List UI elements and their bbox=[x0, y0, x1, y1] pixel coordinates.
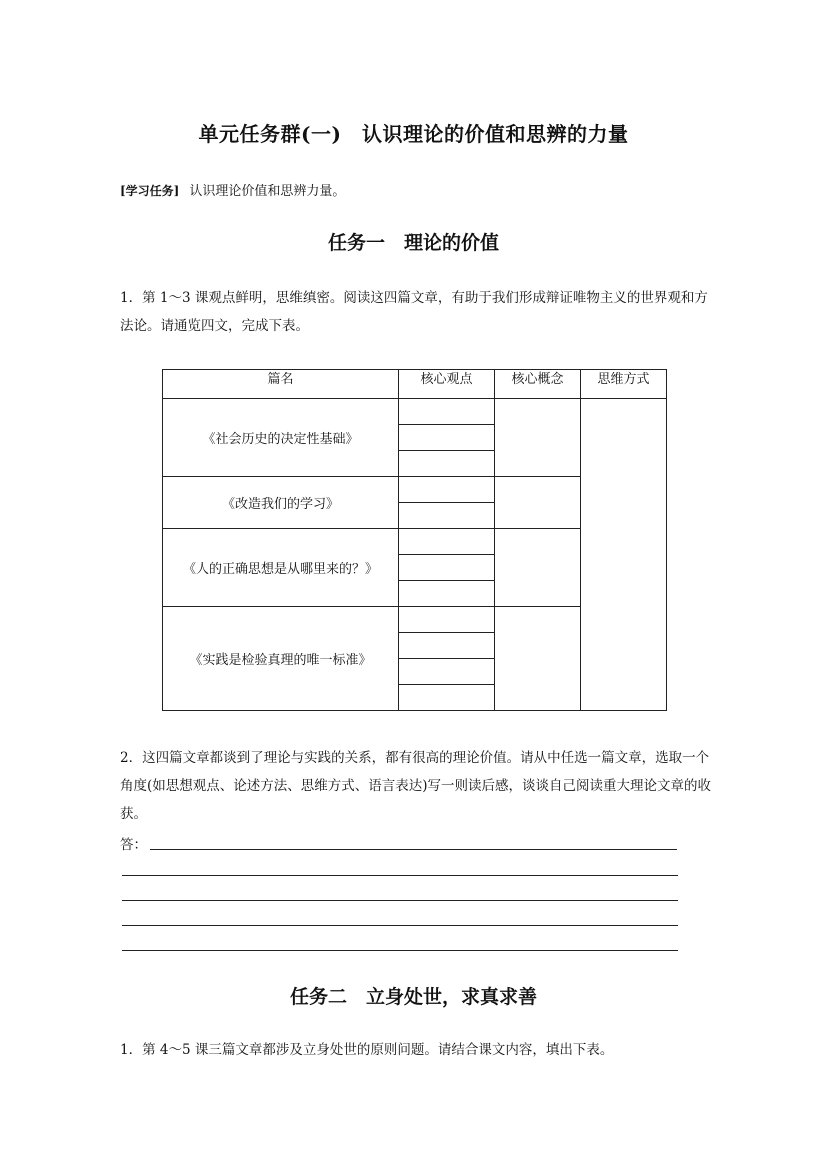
table-row bbox=[163, 399, 667, 425]
answer-line[interactable] bbox=[122, 950, 678, 951]
learning-task-text: 认识理论价值和思辨力量。 bbox=[189, 184, 346, 199]
core-concept-cell[interactable] bbox=[495, 529, 581, 607]
learning-task bbox=[120, 180, 345, 199]
answer-label: 答： bbox=[120, 837, 147, 853]
core-concept-cell[interactable] bbox=[495, 477, 581, 529]
core-view-cell[interactable] bbox=[399, 633, 495, 659]
answer-line[interactable] bbox=[122, 925, 678, 926]
thinking-method-cell[interactable] bbox=[581, 399, 667, 711]
core-view-cell[interactable] bbox=[399, 399, 495, 425]
core-concept-cell[interactable] bbox=[495, 399, 581, 477]
table-header-cell: 篇名 bbox=[163, 370, 399, 399]
page-title: 单元任务群(一) 认识理论的价值和思辨的力量 bbox=[198, 122, 629, 146]
core-view-cell[interactable] bbox=[399, 425, 495, 451]
article-title-cell: 《实践是检验真理的唯一标准》 bbox=[163, 607, 399, 711]
core-view-cell[interactable] bbox=[399, 607, 495, 633]
core-view-cell[interactable] bbox=[399, 685, 495, 711]
answer-line[interactable] bbox=[122, 875, 678, 876]
summary-table bbox=[162, 369, 667, 711]
learning-task-tag: [学习任务] bbox=[120, 184, 180, 198]
section1-question-1: 1．第 1～3 课观点鲜明，思维缜密。阅读这四篇文章，有助于我们形成辩证唯物主义的世界观和方法论。请通览四文，完成下表。 bbox=[120, 290, 708, 334]
table-header-cell: 核心观点 bbox=[399, 370, 495, 399]
table-header-cell: 思维方式 bbox=[581, 370, 667, 399]
answer-line[interactable] bbox=[122, 900, 678, 901]
table-header-cell: 核心概念 bbox=[495, 370, 581, 399]
core-view-cell[interactable] bbox=[399, 659, 495, 685]
core-view-cell[interactable] bbox=[399, 529, 495, 555]
section1-question-2: 2．这四篇文章都谈到了理论与实践的关系，都有很高的理论价值。请从中任选一篇文章，选取一个角度(如思想观点、论述方法、思维方式、语言表达)写一则读后感，谈谈自己阅读重大理论文章的收获。 bbox=[120, 750, 712, 822]
section1-heading: 任务一 理论的价值 bbox=[327, 232, 499, 254]
article-title-cell: 《人的正确思想是从哪里来的？》 bbox=[163, 529, 399, 607]
section2-heading: 任务二 立身处世，求真求善 bbox=[289, 986, 537, 1008]
core-view-cell[interactable] bbox=[399, 477, 495, 503]
article-title-cell: 《改造我们的学习》 bbox=[163, 477, 399, 529]
section2-question-1: 1．第 4～5 课三篇文章都涉及立身处世的原则问题。请结合课文内容，填出下表。 bbox=[120, 1042, 614, 1058]
table-header-row bbox=[163, 370, 667, 399]
answer-line[interactable] bbox=[150, 849, 677, 850]
core-view-cell[interactable] bbox=[399, 555, 495, 581]
core-view-cell[interactable] bbox=[399, 581, 495, 607]
article-title-cell: 《社会历史的决定性基础》 bbox=[163, 399, 399, 477]
core-view-cell[interactable] bbox=[399, 451, 495, 477]
core-concept-cell[interactable] bbox=[495, 607, 581, 711]
core-view-cell[interactable] bbox=[399, 503, 495, 529]
